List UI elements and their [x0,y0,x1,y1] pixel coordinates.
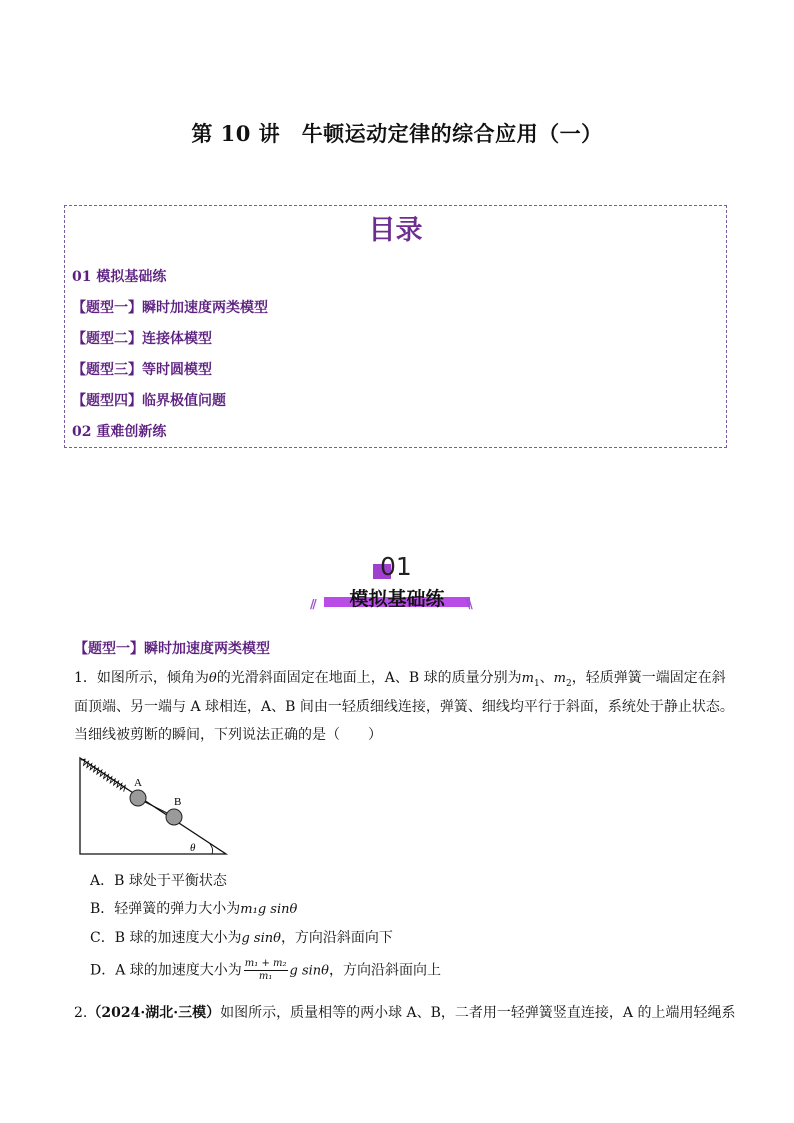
toc-item[interactable]: 【题型四】临界极值问题 [72,393,226,409]
label-theta: θ [190,842,196,854]
toc-heading: 目录 [368,215,423,246]
q2-text: 如图所示，质量相等的两小球 A、B，二者用一轻弹簧竖直连接，A 的上端用轻绳系 [220,1005,736,1021]
option-b[interactable] [90,898,297,918]
ball-a [130,790,146,806]
left-slash-decoration: // [310,597,315,611]
fraction-numerator: m₁ + m₂ [244,958,287,969]
toc-item[interactable]: 【题型三】等时圆模型 [72,362,212,378]
option-d-tail: ，方向沿斜面向上 [329,962,441,979]
mass-m1-sub: 1 [533,678,540,689]
incline-figure [74,756,234,858]
toc-item[interactable]: 02 重难创新练 [72,424,167,440]
mass-m2-sub: 2 [566,678,572,689]
table-of-contents [64,205,727,448]
theta-symbol: θ [208,671,217,686]
q1-text-b: 的光滑斜面固定在地面上，A、B 球的质量分别为 [216,670,522,686]
mass-m1: m [521,671,534,686]
label-b: B [174,796,182,808]
option-c-formula: g sinθ [241,931,281,946]
option-c-tail: ，方向沿斜面向下 [280,930,393,946]
q2-number: 2. [74,1005,88,1021]
question-2-line-1 [74,999,736,1027]
option-d-formula: g sinθ [289,963,329,979]
ball-b [166,809,182,825]
option-a[interactable]: A．B 球处于平衡状态 [90,873,227,889]
string [145,802,167,813]
mass-m2: m [553,671,566,686]
question-type-heading: 【题型一】瞬时加速度两类模型 [74,641,270,657]
section-number: 01 [380,552,412,581]
option-c-text: C．B 球的加速度大小为 [90,930,242,946]
right-slash-decoration: \\ [466,597,471,611]
option-c[interactable] [90,927,393,947]
section-title: 模拟基础练 [349,588,445,610]
page-title: 第 10 讲 牛顿运动定律的综合应用（一） [191,121,603,146]
option-b-text: B．轻弹簧的弹力大小为 [90,901,241,917]
q1-separator: 、 [539,670,554,686]
fraction-denominator: m₁ [258,971,273,982]
label-a: A [134,777,142,789]
toc-item[interactable]: 01 模拟基础练 [72,269,167,285]
option-d-text: D．A 球的加速度大小为 [90,962,242,979]
q1-text-c: ，轻质弹簧一端固定在斜 [571,670,726,686]
question-1-line-2: 面顶端、另一端与 A 球相连，A、B 间由一轻质细线连接，弹簧、细线均平行于斜面，系统处于静止状态。 [74,699,734,715]
question-1-line-3: 当细线被剪断的瞬间，下列说法正确的是（ ） [74,727,382,743]
spring [79,757,127,791]
option-b-formula: m₁g sinθ [240,902,298,917]
toc-item[interactable]: 【题型一】瞬时加速度两类模型 [72,300,268,316]
toc-item[interactable]: 【题型二】连接体模型 [72,331,212,347]
q2-source: （2024·湖北·三模） [87,1005,221,1021]
option-d[interactable] [90,958,441,983]
option-d-fraction [244,958,288,983]
q1-text-a: 1．如图所示，倾角为 [74,670,209,686]
